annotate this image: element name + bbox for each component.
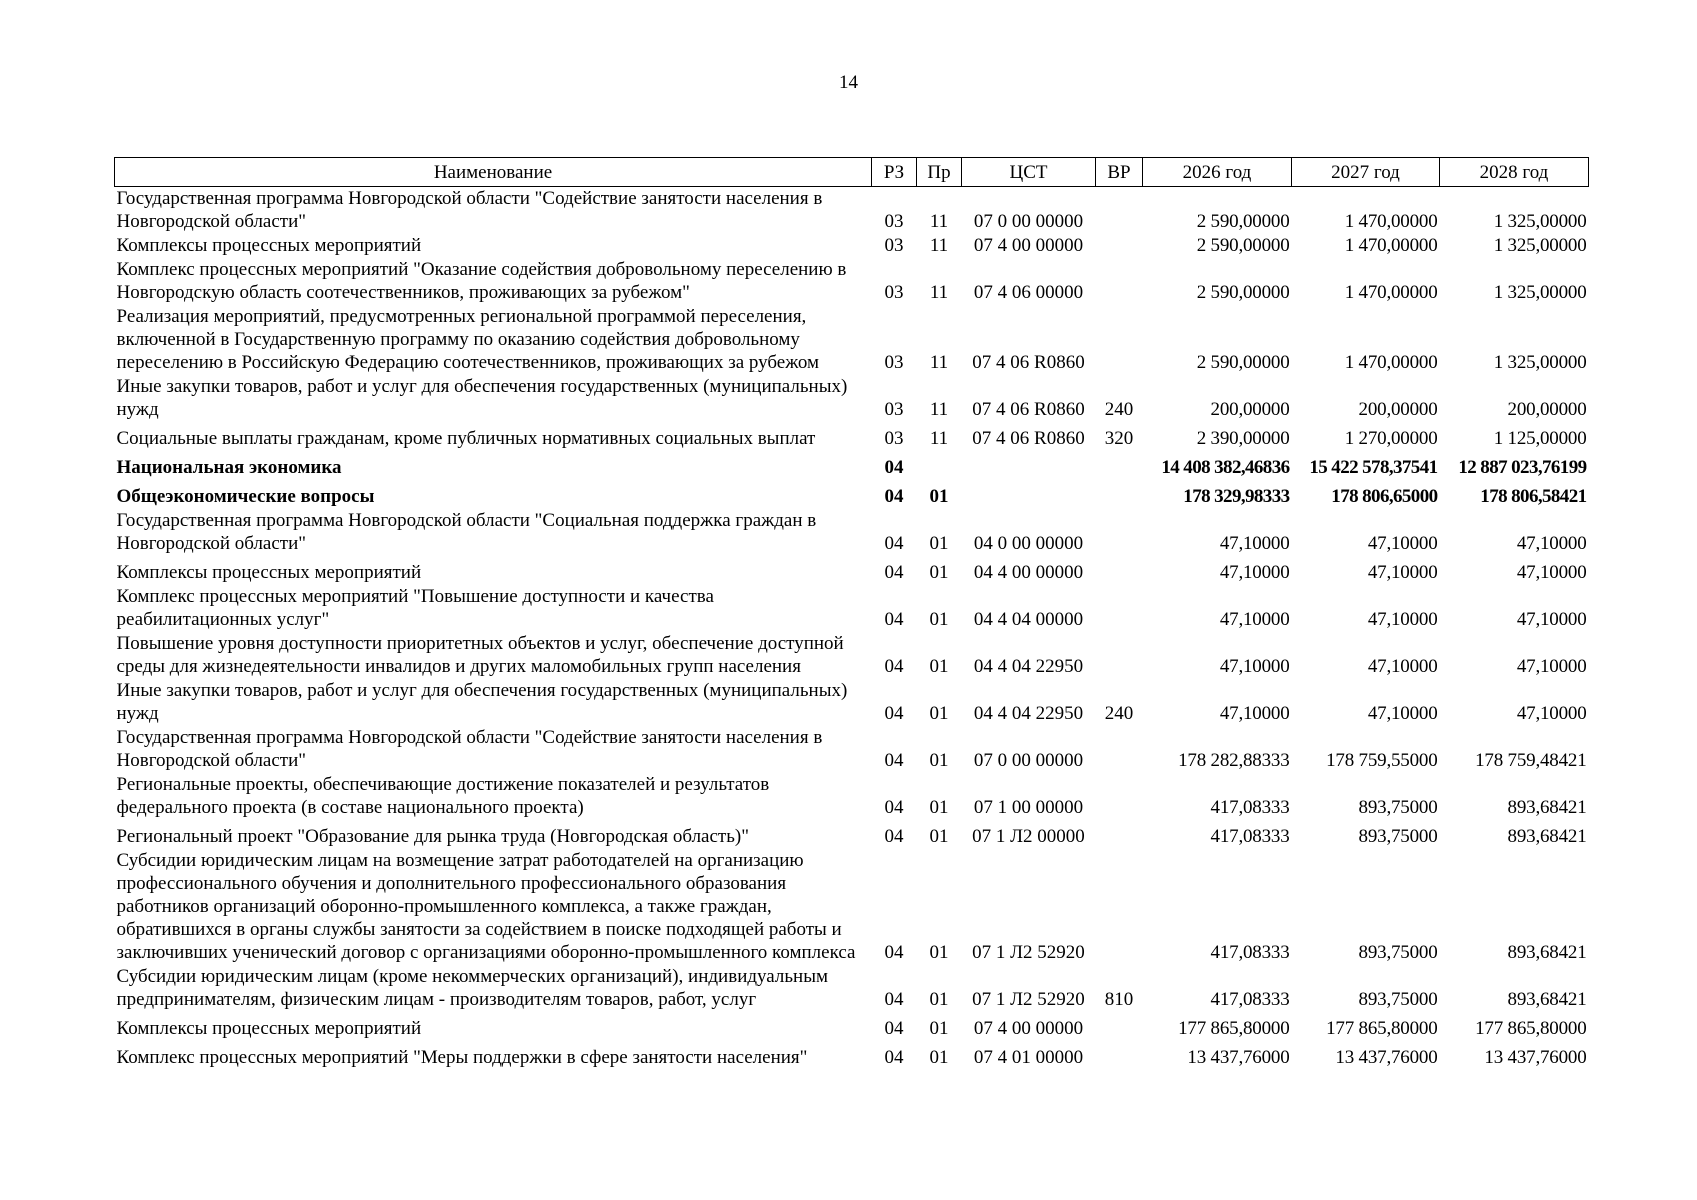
cell-pr: 01 — [929, 989, 949, 1010]
cell-pr: 01 — [929, 1018, 949, 1039]
cell-name: Региональные проекты, обеспечивающие достижение показателей и результатов федерального проекта (в составе национального проекта) — [116, 774, 770, 818]
cell-rz: 03 — [884, 399, 904, 420]
header-vr: ВР — [1096, 158, 1143, 187]
table-row — [115, 585, 1589, 632]
cell-pr: 01 — [929, 656, 949, 677]
cell-2027: 1 470,00000 — [1344, 235, 1438, 256]
cell-rz: 04 — [884, 989, 904, 1010]
cell-2028: 12 887 023,76199 — [1458, 457, 1587, 478]
cell-2026: 14 408 382,46836 — [1161, 457, 1290, 478]
cell-2028: 177 865,80000 — [1475, 1018, 1587, 1039]
cell-name: Субсидии юридическим лицам (кроме некоммерческих организаций), индивидуальным предпринимателям, физическим лицам - производителям товаров, работ, услуг — [116, 966, 828, 1010]
table-row — [115, 375, 1589, 422]
cell-name: Региональный проект "Образование для рынка труда (Новгородская область)" — [116, 826, 749, 847]
cell-cst: 07 4 00 00000 — [973, 235, 1084, 256]
cell-rz: 04 — [884, 609, 904, 630]
cell-cst — [962, 451, 1096, 480]
budget-table — [114, 157, 1589, 1070]
cell-2026: 177 865,80000 — [1178, 1018, 1290, 1039]
cell-vr — [1096, 480, 1143, 509]
cell-cst: 07 4 01 00000 — [973, 1047, 1084, 1068]
table-row — [115, 1012, 1589, 1041]
cell-pr: 11 — [929, 235, 949, 256]
table-row — [115, 422, 1589, 451]
cell-cst: 07 4 06 00000 — [973, 282, 1084, 303]
cell-pr — [917, 451, 962, 480]
cell-2027: 200,00000 — [1358, 399, 1438, 420]
cell-2026: 13 437,76000 — [1187, 1047, 1290, 1068]
cell-2027: 893,75000 — [1358, 942, 1438, 963]
cell-rz: 04 — [884, 703, 904, 724]
cell-2026: 178 282,88333 — [1178, 750, 1290, 771]
cell-name: Государственная программа Новгородской области "Содействие занятости населения в Новгородской области" — [116, 727, 823, 771]
header-pr: Пр — [917, 158, 962, 187]
cell-name: Комплекс процессных мероприятий "Оказание содействия добровольному переселению в Новгородскую область соотечественников, проживающих за рубежом" — [116, 259, 847, 303]
table-row — [115, 305, 1589, 375]
cell-name: Комплекс процессных мероприятий "Повышение доступности и качества реабилитационных услуг" — [116, 586, 714, 630]
cell-pr: 01 — [929, 1047, 949, 1068]
cell-2026: 47,10000 — [1219, 533, 1290, 554]
cell-2027: 1 470,00000 — [1344, 282, 1438, 303]
cell-cst: 04 4 04 22950 — [973, 703, 1084, 724]
page-number: 14 — [839, 72, 858, 93]
cell-rz: 04 — [884, 942, 904, 963]
cell-cst: 04 4 04 22950 — [973, 656, 1084, 677]
cell-2028: 1 325,00000 — [1493, 235, 1587, 256]
cell-rz: 03 — [884, 235, 904, 256]
table-row — [115, 632, 1589, 679]
cell-vr — [1096, 773, 1143, 820]
cell-rz: 04 — [884, 457, 904, 478]
cell-2028: 178 806,58421 — [1480, 486, 1587, 507]
table-row — [115, 679, 1589, 726]
table-row — [115, 234, 1589, 258]
table-row — [115, 726, 1589, 773]
cell-pr: 01 — [929, 826, 949, 847]
cell-name: Иные закупки товаров, работ и услуг для обеспечения государственных (муниципальных) нужд — [116, 680, 848, 724]
header-cst: ЦСТ — [962, 158, 1096, 187]
table-row — [115, 820, 1589, 849]
cell-cst: 07 1 00 00000 — [973, 797, 1084, 818]
cell-pr: 01 — [929, 797, 949, 818]
cell-2027: 1 270,00000 — [1344, 428, 1438, 449]
cell-vr — [1096, 1012, 1143, 1041]
cell-2028: 47,10000 — [1516, 609, 1587, 630]
cell-cst: 07 0 00 00000 — [973, 750, 1084, 771]
cell-cst: 07 4 00 00000 — [973, 1018, 1084, 1039]
cell-2027: 15 422 578,37541 — [1309, 457, 1438, 478]
cell-2027: 178 806,65000 — [1331, 486, 1438, 507]
cell-pr: 01 — [929, 750, 949, 771]
cell-rz: 04 — [884, 1047, 904, 1068]
cell-2026: 47,10000 — [1219, 656, 1290, 677]
cell-2027: 13 437,76000 — [1335, 1047, 1438, 1068]
cell-2027: 893,75000 — [1358, 826, 1438, 847]
cell-rz: 04 — [884, 1018, 904, 1039]
cell-2028: 893,68421 — [1507, 797, 1587, 818]
cell-2028: 1 325,00000 — [1493, 211, 1587, 232]
cell-2028: 893,68421 — [1507, 942, 1587, 963]
cell-name: Национальная экономика — [116, 457, 342, 478]
cell-name: Иные закупки товаров, работ и услуг для обеспечения государственных (муниципальных) нужд — [116, 376, 848, 420]
cell-vr — [1096, 305, 1143, 375]
table-row — [115, 480, 1589, 509]
cell-2026: 2 590,00000 — [1196, 235, 1290, 256]
cell-vr: 320 — [1104, 428, 1134, 449]
cell-pr: 01 — [929, 562, 949, 583]
header-rz: РЗ — [872, 158, 917, 187]
cell-2026: 417,08333 — [1210, 942, 1290, 963]
cell-2028: 178 759,48421 — [1475, 750, 1587, 771]
cell-2027: 47,10000 — [1367, 703, 1438, 724]
cell-pr: 11 — [929, 211, 949, 232]
table-body — [115, 187, 1589, 1071]
cell-2027: 47,10000 — [1367, 562, 1438, 583]
cell-2026: 2 590,00000 — [1196, 282, 1290, 303]
cell-name: Комплексы процессных мероприятий — [116, 562, 422, 583]
table-header — [115, 158, 1589, 187]
cell-pr: 01 — [929, 942, 949, 963]
cell-2028: 47,10000 — [1516, 656, 1587, 677]
cell-vr — [1096, 1041, 1143, 1070]
cell-2027: 893,75000 — [1358, 797, 1438, 818]
cell-cst: 07 0 00 00000 — [973, 211, 1084, 232]
cell-rz: 04 — [884, 750, 904, 771]
cell-rz: 04 — [884, 826, 904, 847]
cell-name: Повышение уровня доступности приоритетных объектов и услуг, обеспечение доступной среды для жизнедеятельности инвалидов и других маломобильных групп населения — [116, 633, 844, 677]
cell-pr: 11 — [929, 428, 949, 449]
cell-2027: 47,10000 — [1367, 656, 1438, 677]
cell-rz: 04 — [884, 797, 904, 818]
cell-2026: 417,08333 — [1210, 989, 1290, 1010]
cell-rz: 04 — [884, 562, 904, 583]
cell-2028: 13 437,76000 — [1484, 1047, 1587, 1068]
cell-rz: 03 — [884, 211, 904, 232]
cell-2027: 893,75000 — [1358, 989, 1438, 1010]
cell-2026: 2 390,00000 — [1196, 428, 1290, 449]
cell-vr — [1096, 234, 1143, 258]
cell-vr — [1096, 556, 1143, 585]
cell-2028: 1 325,00000 — [1493, 352, 1587, 373]
cell-2028: 1 325,00000 — [1493, 282, 1587, 303]
cell-2028: 47,10000 — [1516, 703, 1587, 724]
cell-cst: 07 4 06 R0860 — [972, 352, 1085, 373]
cell-rz: 04 — [884, 533, 904, 554]
cell-name: Комплексы процессных мероприятий — [116, 235, 422, 256]
cell-rz: 03 — [884, 352, 904, 373]
cell-vr — [1096, 258, 1143, 305]
table-row — [115, 509, 1589, 556]
cell-vr: 240 — [1104, 399, 1134, 420]
cell-vr — [1096, 187, 1143, 235]
table-row — [115, 451, 1589, 480]
cell-2026: 47,10000 — [1219, 562, 1290, 583]
cell-pr: 01 — [929, 533, 949, 554]
header-2026: 2026 год — [1143, 158, 1292, 187]
cell-2026: 200,00000 — [1210, 399, 1290, 420]
header-2027: 2027 год — [1292, 158, 1440, 187]
cell-name: Государственная программа Новгородской области "Содействие занятости населения в Новгородской области" — [116, 188, 823, 232]
cell-rz: 03 — [884, 428, 904, 449]
cell-vr: 240 — [1104, 703, 1134, 724]
cell-pr: 11 — [929, 352, 949, 373]
cell-vr — [1096, 632, 1143, 679]
cell-vr — [1096, 726, 1143, 773]
cell-vr: 810 — [1104, 989, 1134, 1010]
cell-2028: 893,68421 — [1507, 826, 1587, 847]
cell-cst: 04 0 00 00000 — [973, 533, 1084, 554]
cell-2026: 47,10000 — [1219, 703, 1290, 724]
cell-2027: 1 470,00000 — [1344, 352, 1438, 373]
cell-name: Комплекс процессных мероприятий "Меры поддержки в сфере занятости населения" — [116, 1047, 808, 1068]
cell-2028: 47,10000 — [1516, 562, 1587, 583]
header-2028: 2028 год — [1440, 158, 1589, 187]
cell-cst: 07 1 Л2 52920 — [972, 989, 1085, 1010]
cell-cst: 07 1 Л2 52920 — [972, 942, 1085, 963]
cell-pr: 11 — [929, 399, 949, 420]
table-row — [115, 258, 1589, 305]
cell-name: Реализация мероприятий, предусмотренных региональной программой переселения, включенной в Государственную программу по оказанию содействия добровольному переселению в Российскую Федерацию соотечественников, проживающих за рубежом — [116, 306, 820, 373]
table-row — [115, 849, 1589, 965]
cell-2026: 417,08333 — [1210, 797, 1290, 818]
table-row — [115, 556, 1589, 585]
cell-2028: 893,68421 — [1507, 989, 1587, 1010]
table-row — [115, 187, 1589, 235]
cell-rz: 04 — [884, 656, 904, 677]
cell-vr — [1096, 820, 1143, 849]
cell-name: Комплексы процессных мероприятий — [116, 1018, 422, 1039]
cell-2027: 47,10000 — [1367, 609, 1438, 630]
cell-2027: 177 865,80000 — [1326, 1018, 1438, 1039]
cell-name: Социальные выплаты гражданам, кроме публичных нормативных социальных выплат — [116, 428, 816, 449]
cell-pr: 11 — [929, 282, 949, 303]
cell-2028: 200,00000 — [1507, 399, 1587, 420]
table-row — [115, 965, 1589, 1012]
cell-cst: 07 1 Л2 00000 — [972, 826, 1085, 847]
header-name: Наименование — [115, 158, 872, 187]
cell-2027: 178 759,55000 — [1326, 750, 1438, 771]
cell-2027: 1 470,00000 — [1344, 211, 1438, 232]
cell-cst: 04 4 04 00000 — [973, 609, 1084, 630]
cell-pr: 01 — [929, 486, 949, 507]
cell-cst: 07 4 06 R0860 — [972, 399, 1085, 420]
cell-2028: 1 125,00000 — [1493, 428, 1587, 449]
cell-cst: 04 4 00 00000 — [973, 562, 1084, 583]
cell-2026: 178 329,98333 — [1183, 486, 1290, 507]
cell-name: Государственная программа Новгородской области "Социальная поддержка граждан в Новгородской области" — [116, 510, 817, 554]
cell-rz: 03 — [884, 282, 904, 303]
cell-pr: 01 — [929, 609, 949, 630]
table-row — [115, 773, 1589, 820]
cell-2026: 47,10000 — [1219, 609, 1290, 630]
table-row — [115, 1041, 1589, 1070]
cell-2026: 417,08333 — [1210, 826, 1290, 847]
cell-rz: 04 — [884, 486, 904, 507]
cell-vr — [1096, 451, 1143, 480]
cell-vr — [1096, 585, 1143, 632]
cell-cst — [962, 480, 1096, 509]
cell-cst: 07 4 06 R0860 — [972, 428, 1085, 449]
cell-name: Субсидии юридическим лицам на возмещение затрат работодателей на организацию профессионального обучения и дополнительного профессионального образования работников организаций оборонно-промышленного комплекса, а также граждан, обратившихся в органы службы занятости за содействием в поиске подходящей работы и заключивших ученический договор с организациями оборонно-промышленного комплекса — [116, 850, 856, 963]
cell-vr — [1096, 509, 1143, 556]
cell-2027: 47,10000 — [1367, 533, 1438, 554]
cell-vr — [1096, 849, 1143, 965]
cell-name: Общеэкономические вопросы — [116, 486, 375, 507]
cell-2026: 2 590,00000 — [1196, 211, 1290, 232]
cell-pr: 01 — [929, 703, 949, 724]
cell-2026: 2 590,00000 — [1196, 352, 1290, 373]
cell-2028: 47,10000 — [1516, 533, 1587, 554]
